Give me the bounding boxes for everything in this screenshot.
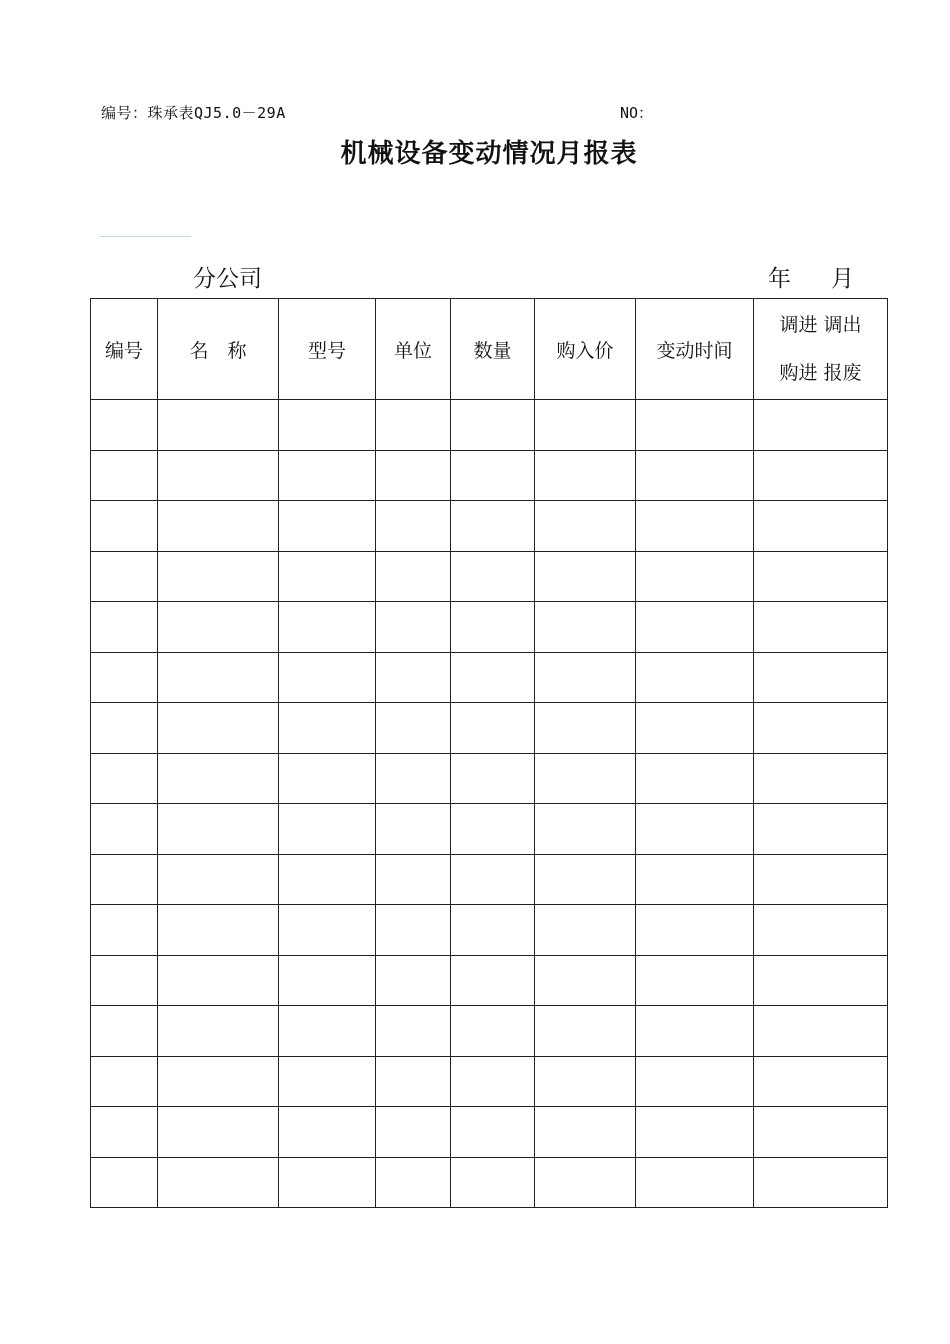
table-cell-purchase-price[interactable] (535, 450, 636, 501)
table-cell-model[interactable] (279, 854, 376, 905)
table-cell-change-type[interactable] (754, 602, 888, 653)
table-cell-name[interactable] (158, 450, 279, 501)
table-cell-number[interactable] (91, 1107, 158, 1158)
table-cell-change-type[interactable] (754, 905, 888, 956)
table-cell-change-time[interactable] (636, 400, 754, 451)
table-cell-number[interactable] (91, 854, 158, 905)
column-header-change-time: 变动时间 (636, 299, 754, 400)
table-cell-model[interactable] (279, 1107, 376, 1158)
table-cell-number[interactable] (91, 501, 158, 552)
column-header-number: 编号 (91, 299, 158, 400)
table-row (91, 1056, 888, 1107)
table-row (91, 753, 888, 804)
column-header-name: 名 称 (158, 299, 279, 400)
table-cell-change-type[interactable] (754, 1056, 888, 1107)
table-cell-purchase-price[interactable] (535, 753, 636, 804)
table-cell-number[interactable] (91, 1056, 158, 1107)
page-title: 机械设备变动情况月报表 (340, 139, 638, 169)
table-cell-quantity[interactable] (451, 400, 535, 451)
table-row (91, 905, 888, 956)
table-cell-number[interactable] (91, 905, 158, 956)
table-cell-change-type[interactable] (754, 703, 888, 754)
year-label: 年 (768, 266, 791, 292)
table-row (91, 602, 888, 653)
month-label: 月 (831, 266, 854, 292)
table-cell-unit[interactable] (376, 804, 451, 855)
table-cell-change-time[interactable] (636, 501, 754, 552)
table-cell-change-time[interactable] (636, 602, 754, 653)
table-cell-name[interactable] (158, 652, 279, 703)
table-cell-unit[interactable] (376, 753, 451, 804)
table-cell-number[interactable] (91, 652, 158, 703)
table-cell-number[interactable] (91, 1006, 158, 1057)
table-cell-change-time[interactable] (636, 955, 754, 1006)
table-cell-quantity[interactable] (451, 1056, 535, 1107)
table-cell-name[interactable] (158, 804, 279, 855)
table-cell-change-type[interactable] (754, 501, 888, 552)
table-cell-change-time[interactable] (636, 804, 754, 855)
table-row (91, 1006, 888, 1057)
table-cell-purchase-price[interactable] (535, 1157, 636, 1208)
column-header-quantity: 数量 (451, 299, 535, 400)
table-cell-unit[interactable] (376, 854, 451, 905)
table-cell-change-time[interactable] (636, 1056, 754, 1107)
table-cell-model[interactable] (279, 1157, 376, 1208)
table-cell-quantity[interactable] (451, 753, 535, 804)
table-cell-model[interactable] (279, 551, 376, 602)
table-cell-model[interactable] (279, 905, 376, 956)
table-row (91, 1107, 888, 1158)
table-cell-number[interactable] (91, 551, 158, 602)
table-cell-purchase-price[interactable] (535, 703, 636, 754)
table-cell-purchase-price[interactable] (535, 905, 636, 956)
document-code: 编号：珠承表QJ5.0－29A (101, 104, 286, 122)
table-row (91, 400, 888, 451)
table-cell-unit[interactable] (376, 955, 451, 1006)
table-cell-purchase-price[interactable] (535, 1056, 636, 1107)
table-cell-unit[interactable] (376, 652, 451, 703)
table-cell-unit[interactable] (376, 1006, 451, 1057)
table-cell-name[interactable] (158, 1056, 279, 1107)
table-cell-quantity[interactable] (451, 955, 535, 1006)
equipment-change-table (90, 298, 888, 1208)
table-cell-number[interactable] (91, 804, 158, 855)
table-cell-name[interactable] (158, 400, 279, 451)
table-cell-name[interactable] (158, 753, 279, 804)
table-cell-name[interactable] (158, 1006, 279, 1057)
table-cell-change-type[interactable] (754, 1157, 888, 1208)
table-header-row (91, 299, 888, 400)
table-row (91, 1157, 888, 1208)
table-cell-change-type[interactable] (754, 450, 888, 501)
table-cell-number[interactable] (91, 955, 158, 1006)
table-cell-unit[interactable] (376, 703, 451, 754)
table-cell-purchase-price[interactable] (535, 1006, 636, 1057)
column-header-purchase-price: 购入价 (535, 299, 636, 400)
table-cell-unit[interactable] (376, 400, 451, 451)
table-cell-unit[interactable] (376, 1157, 451, 1208)
divider (99, 236, 191, 237)
table-cell-name[interactable] (158, 1157, 279, 1208)
table-cell-model[interactable] (279, 400, 376, 451)
table-cell-change-type[interactable] (754, 804, 888, 855)
table-cell-name[interactable] (158, 854, 279, 905)
change-type-line-1: 调进 调出 (779, 314, 862, 336)
table-cell-purchase-price[interactable] (535, 501, 636, 552)
table-cell-change-type[interactable] (754, 551, 888, 602)
table-cell-quantity[interactable] (451, 652, 535, 703)
table-cell-purchase-price[interactable] (535, 804, 636, 855)
table-cell-name[interactable] (158, 905, 279, 956)
table-cell-purchase-price[interactable] (535, 1107, 636, 1158)
table-row (91, 551, 888, 602)
table-cell-quantity[interactable] (451, 905, 535, 956)
table-cell-quantity[interactable] (451, 804, 535, 855)
table-cell-change-time[interactable] (636, 753, 754, 804)
table-cell-change-time[interactable] (636, 905, 754, 956)
table-cell-unit[interactable] (376, 602, 451, 653)
table-cell-model[interactable] (279, 501, 376, 552)
table-cell-quantity[interactable] (451, 1006, 535, 1057)
column-header-unit: 单位 (376, 299, 451, 400)
table-row (91, 652, 888, 703)
table-cell-change-time[interactable] (636, 703, 754, 754)
table-cell-change-type[interactable] (754, 753, 888, 804)
table-cell-purchase-price[interactable] (535, 551, 636, 602)
table-cell-number[interactable] (91, 400, 158, 451)
table-cell-purchase-price[interactable] (535, 652, 636, 703)
table-cell-name[interactable] (158, 955, 279, 1006)
table-cell-unit[interactable] (376, 1107, 451, 1158)
table-cell-model[interactable] (279, 1006, 376, 1057)
document-number-label: NO： (620, 104, 654, 122)
table-cell-purchase-price[interactable] (535, 400, 636, 451)
table-row (91, 450, 888, 501)
table-cell-quantity[interactable] (451, 501, 535, 552)
table-cell-model[interactable] (279, 450, 376, 501)
table-cell-change-type[interactable] (754, 854, 888, 905)
table-cell-purchase-price[interactable] (535, 602, 636, 653)
table-cell-model[interactable] (279, 652, 376, 703)
table-row (91, 703, 888, 754)
table-cell-quantity[interactable] (451, 1107, 535, 1158)
table-cell-unit[interactable] (376, 551, 451, 602)
table-cell-purchase-price[interactable] (535, 854, 636, 905)
table-cell-unit[interactable] (376, 450, 451, 501)
table-cell-unit[interactable] (376, 905, 451, 956)
table-cell-model[interactable] (279, 753, 376, 804)
table-row (91, 804, 888, 855)
table-cell-model[interactable] (279, 703, 376, 754)
table-cell-purchase-price[interactable] (535, 955, 636, 1006)
table-cell-change-type[interactable] (754, 1107, 888, 1158)
table-cell-model[interactable] (279, 955, 376, 1006)
table-cell-name[interactable] (158, 501, 279, 552)
table-cell-change-time[interactable] (636, 1006, 754, 1057)
table-cell-change-time[interactable] (636, 551, 754, 602)
table-cell-quantity[interactable] (451, 551, 535, 602)
table-cell-quantity[interactable] (451, 703, 535, 754)
change-type-line-2: 购进 报废 (779, 362, 862, 384)
table-cell-unit[interactable] (376, 1056, 451, 1107)
table-cell-number[interactable] (91, 703, 158, 754)
table-cell-model[interactable] (279, 804, 376, 855)
table-cell-change-type[interactable] (754, 652, 888, 703)
table-cell-change-type[interactable] (754, 955, 888, 1006)
column-header-change-type (754, 299, 888, 400)
table-cell-number[interactable] (91, 602, 158, 653)
table-row (91, 854, 888, 905)
table-cell-quantity[interactable] (451, 450, 535, 501)
table-cell-name[interactable] (158, 1107, 279, 1158)
column-header-model: 型号 (279, 299, 376, 400)
table-cell-change-time[interactable] (636, 652, 754, 703)
table-cell-name[interactable] (158, 602, 279, 653)
table-cell-number[interactable] (91, 450, 158, 501)
branch-label: 分公司 (193, 266, 262, 292)
table-cell-change-type[interactable] (754, 400, 888, 451)
table-cell-number[interactable] (91, 1157, 158, 1208)
table-cell-number[interactable] (91, 753, 158, 804)
table-cell-name[interactable] (158, 703, 279, 754)
table-row (91, 501, 888, 552)
table-cell-quantity[interactable] (451, 854, 535, 905)
table-cell-change-time[interactable] (636, 854, 754, 905)
table-cell-change-type[interactable] (754, 1006, 888, 1057)
table-cell-change-time[interactable] (636, 1157, 754, 1208)
table-cell-unit[interactable] (376, 501, 451, 552)
table-cell-quantity[interactable] (451, 602, 535, 653)
table-cell-quantity[interactable] (451, 1157, 535, 1208)
table-cell-model[interactable] (279, 1056, 376, 1107)
table-cell-model[interactable] (279, 602, 376, 653)
table-body (91, 400, 888, 1208)
table-row (91, 955, 888, 1006)
table-cell-change-time[interactable] (636, 1107, 754, 1158)
table-cell-change-time[interactable] (636, 450, 754, 501)
table-cell-name[interactable] (158, 551, 279, 602)
